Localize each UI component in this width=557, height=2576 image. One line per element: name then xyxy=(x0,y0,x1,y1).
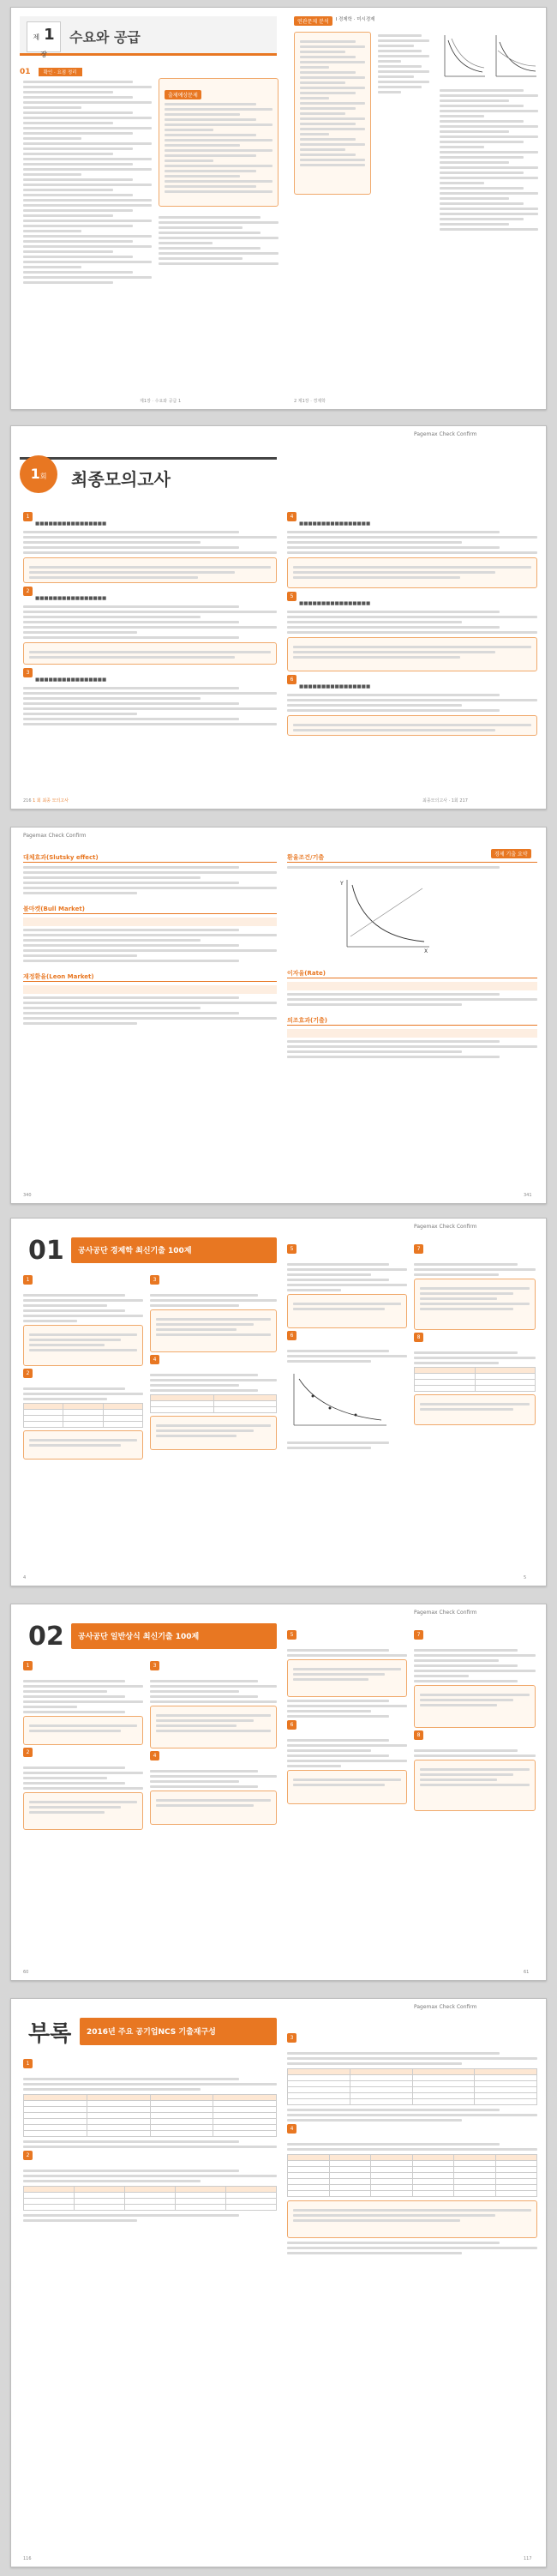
general-q-right-a: 5 6 xyxy=(287,1630,407,1807)
footer-right: 117 xyxy=(524,2556,532,2561)
page-spread-chapter1 xyxy=(10,7,547,410)
round-number: 1 xyxy=(30,466,40,482)
supply-demand-graph-2 xyxy=(491,33,538,81)
footer-right: 최종모의고사 · 1회 217 xyxy=(422,798,468,803)
big-number: 01 xyxy=(28,1236,64,1266)
exam-right-questions: 4■■■■■■■■■■■■■■■■ 5■■■■■■■■■■■■■■■■ 6■■■■■■■■■■■■■■■■ xyxy=(287,512,537,739)
chapter-number: 1 xyxy=(44,26,55,44)
chapter-title: 수요와 공급 xyxy=(69,29,141,45)
term-heading-2: 환율조건/기출 xyxy=(287,853,537,863)
supply-demand-graph-1 xyxy=(440,33,487,81)
chapter-badge xyxy=(27,21,61,58)
appendix-title-main: 부록 xyxy=(28,2021,72,2047)
footer-right: 2 제1장 · 경제학 xyxy=(294,399,326,404)
side-note-box xyxy=(159,78,278,207)
axis-label-y: Y xyxy=(340,881,344,887)
tab-predict[interactable]: 출제예상문제 xyxy=(165,90,201,99)
section-number: 01 xyxy=(20,68,31,76)
chapter-tabs xyxy=(294,16,538,26)
footer-left: 116 xyxy=(23,2556,32,2561)
econ-scatter-graph xyxy=(287,1370,390,1430)
terms-right xyxy=(287,853,537,1061)
term-heading-6: 의조효과(기출) xyxy=(287,1016,537,1026)
term-heading-1: 대체효과(Slutsky effect) xyxy=(23,853,277,863)
chapter-post: 장 xyxy=(40,51,47,58)
econ-q-right-b: 7 8 xyxy=(414,1244,536,1428)
brand-header: Pagemax Check Confirm xyxy=(414,1610,477,1616)
appendix-left: 1 2 xyxy=(23,2059,277,2224)
appendix-table-2 xyxy=(23,2186,277,2211)
brand-header: Pagemax Check Confirm xyxy=(414,431,477,437)
section-title: 공사공단 일반상식 최신기출 100제 xyxy=(78,1633,200,1641)
page-spread-appendix xyxy=(10,1998,547,2567)
footer-left: 340 xyxy=(23,1193,32,1198)
tag-badge: 경제 기출 요약 xyxy=(491,843,531,859)
general-q-left-b: 3 4 xyxy=(150,1661,277,1827)
term-heading-5: 이자율(Rate) xyxy=(287,969,537,978)
general-q-right-b: 7 8 xyxy=(414,1630,536,1814)
axis-label-x: X xyxy=(424,948,428,954)
econ-q-right-a: 5 6 xyxy=(287,1244,407,1452)
tab-analysis[interactable]: 연관문제 분석 xyxy=(294,16,332,26)
round-label: 회 xyxy=(39,472,47,480)
exam-left-questions: 1■■■■■■■■■■■■■■■■ 2■■■■■■■■■■■■■■■■ 3■■■■■■■■■■■■■■■■ xyxy=(23,512,277,728)
right-column-c xyxy=(440,87,538,233)
right-header: Ⅰ 경제학 · 미시경제 xyxy=(335,17,375,22)
appendix-table-1 xyxy=(23,2094,277,2137)
chapter-header xyxy=(20,16,277,56)
general-q-left-a: 1 2 xyxy=(23,1661,143,1833)
exam-title: 최종모의고사 xyxy=(71,469,171,490)
question-box-right xyxy=(294,32,371,195)
econ-q-left-b: 3 4 xyxy=(150,1275,277,1453)
term-heading-4: 재정환율(Leon Market) xyxy=(23,972,277,982)
footer-right: 61 xyxy=(524,1970,530,1975)
page-spread-general-100 xyxy=(10,1604,547,1981)
indifference-curve-graph xyxy=(338,876,433,954)
footer-right: 341 xyxy=(524,1193,532,1198)
appendix-right: 3 4 xyxy=(287,2033,537,2257)
section-title-banner xyxy=(71,1237,277,1263)
appendix-table-3 xyxy=(287,2068,537,2105)
footer-left: 60 xyxy=(23,1970,29,1975)
section-bar: 확인 · 요점 정리 xyxy=(39,68,82,76)
brand-header: Pagemax Check Confirm xyxy=(414,2004,477,2010)
round-banner xyxy=(20,443,277,495)
chapter-pre: 제 xyxy=(33,33,40,41)
appendix-table-4 xyxy=(287,2154,537,2197)
footer-right: 5 xyxy=(524,1575,527,1580)
appendix-title-banner xyxy=(80,2018,277,2045)
terms-left xyxy=(23,853,277,1027)
page-spread-terms xyxy=(10,827,547,1204)
page-spread-econ-100 xyxy=(10,1218,547,1586)
section-heading xyxy=(20,61,157,76)
big-number: 02 xyxy=(28,1622,64,1652)
econ-table xyxy=(23,1403,143,1428)
brand-header: Pagemax Check Confirm xyxy=(414,1224,477,1230)
qa-column xyxy=(159,214,278,268)
section-title-banner xyxy=(71,1623,277,1649)
section-title: 공사공단 경제학 최신기출 100제 xyxy=(78,1247,192,1255)
econ-q-left-a: 1 2 xyxy=(23,1275,143,1462)
right-column-b xyxy=(378,32,429,96)
left-column-body xyxy=(23,78,152,286)
brand-header: Pagemax Check Confirm xyxy=(23,833,87,839)
appendix-title-sub: 2016년 주요 공기업NCS 기출재구성 xyxy=(87,2028,216,2037)
term-heading-3: 불마켓(Bull Market) xyxy=(23,905,277,914)
footer-left: 4 xyxy=(23,1575,27,1580)
footer-left: 216 1 회 최종 모의고사 xyxy=(23,798,69,803)
footer-left: 제1장 · 수요와 공급 1 xyxy=(140,399,182,404)
page-spread-mock-exam xyxy=(10,425,547,810)
